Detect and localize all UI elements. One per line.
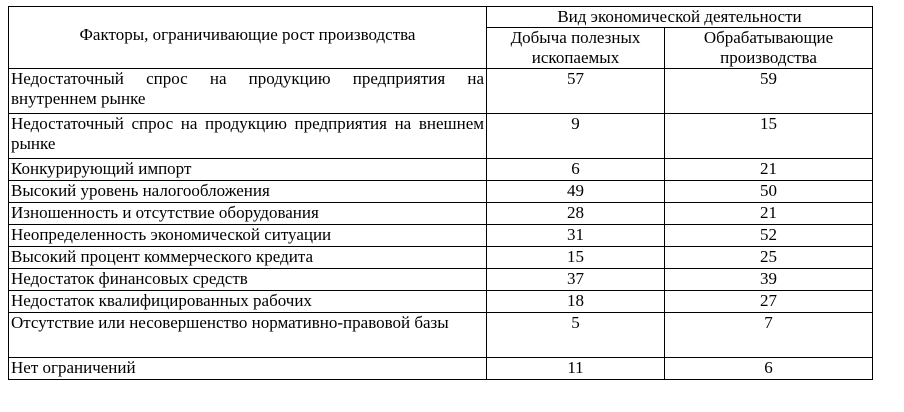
factor-cell: Недостаточный спрос на продукцию предприятия на внутреннем рынке [9,69,487,114]
mining-value-cell: 49 [487,181,665,203]
factor-cell: Неопределенность экономической ситуации [9,225,487,247]
factor-cell: Недостаток финансовых средств [9,269,487,291]
activity-group-header: Вид экономической деятельности [487,7,873,28]
mining-value-cell: 31 [487,225,665,247]
table-row [9,181,873,203]
table-row [9,313,873,358]
manufacturing-value-cell: 50 [665,181,873,203]
table-row [9,247,873,269]
manufacturing-value-cell: 6 [665,358,873,380]
manufacturing-value-cell: 27 [665,291,873,313]
table-header-row [9,7,873,28]
table-row [9,203,873,225]
table-row [9,358,873,380]
manufacturing-value-cell: 39 [665,269,873,291]
manufacturing-value-cell: 7 [665,313,873,358]
manufacturing-value-cell: 52 [665,225,873,247]
mining-value-cell: 5 [487,313,665,358]
mining-value-cell: 9 [487,114,665,159]
factor-cell: Высокий уровень налогообложения [9,181,487,203]
manufacturing-value-cell: 25 [665,247,873,269]
mining-value-cell: 18 [487,291,665,313]
factor-cell: Конкурирующий импорт [9,159,487,181]
factor-cell: Недостаток квалифицированных рабочих [9,291,487,313]
table-row [9,114,873,159]
table-row [9,291,873,313]
factor-cell: Отсутствие или несовершенство нормативно-правовой базы [9,313,487,358]
manufacturing-value-cell: 21 [665,159,873,181]
mining-value-cell: 57 [487,69,665,114]
table-row [9,269,873,291]
factor-cell: Нет ограничений [9,358,487,380]
manufacturing-column-header: Обрабатывающие производства [665,28,873,69]
manufacturing-value-cell: 21 [665,203,873,225]
table-row [9,225,873,247]
factor-cell: Изношенность и отсутствие оборудования [9,203,487,225]
mining-value-cell: 15 [487,247,665,269]
mining-value-cell: 28 [487,203,665,225]
mining-value-cell: 11 [487,358,665,380]
mining-column-header: Добыча полезных ископаемых [487,28,665,69]
mining-value-cell: 37 [487,269,665,291]
factor-cell: Высокий процент коммерческого кредита [9,247,487,269]
factor-column-header: Факторы, ограничивающие рост производства [9,7,487,69]
table-row [9,69,873,114]
manufacturing-value-cell: 59 [665,69,873,114]
table-row [9,159,873,181]
factors-table [8,6,873,380]
mining-value-cell: 6 [487,159,665,181]
factor-cell: Недостаточный спрос на продукцию предприятия на внешнем рынке [9,114,487,159]
manufacturing-value-cell: 15 [665,114,873,159]
